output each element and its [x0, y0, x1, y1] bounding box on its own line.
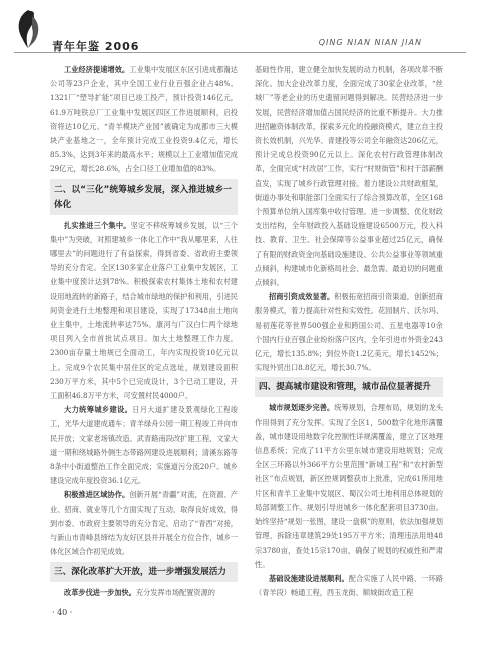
paragraph-text: 基础性作用，建立健全加快发展的动力机制，各项改革不断深化。加大企业改革力度，全面完成了30家企业改革，“丝城厂”等老企业的历史遗留问题得到解决。民营经济进一步发展，民营经济增加值占国民经济的比重不断提升。大力推进招融资体制改革，探索多元化的投融资模式，建立自主投资长效机制，兴光华、青建投等公司全年融资达206亿元，预计完成总投资90亿元以上。深化农村行政管理体制改革，全面完成“村改居”工作，实行“村财街管”和村干部薪酬直发，实现了城乡行政管理对接。着力建设公共财政框架，街道办事处和职能部门全面实行了综合预算改革，全区168个预算单位纳入国库集中收付管理。进一步调整、优化财政支出结构，全年财政投入基础设施建设6500万元，投入科技、教育、卫生、社会保障等公益事业超过25亿元，确保了有限的财政资金向基础设施建设、公共公益事业等领域重点倾斜，构建城市化新格局社会、最急需、最迫切的问题重点倾斜。: [255, 65, 443, 288]
paragraph-text: 充分发挥市场配置资源的: [135, 587, 215, 597]
header-right-text: QING NIAN NIAN JIAN: [318, 38, 422, 47]
paragraph-lead: 招商引资成效显著。: [269, 292, 335, 302]
page-number: · 40 ·: [52, 608, 73, 617]
paragraph: [255, 572, 443, 600]
paragraph-text: 创新开展“青疆”对流，在资源、产业、招商、就业等几个方面实现了互动，取得良好成效，得到市委、市政府主要领导的充分肯定。启动了“青西”对接，与新山市青峰县缔结为友好区县并开展全方位合作，城乡一体化区域合作初见成效。: [50, 490, 238, 557]
section-heading: 四、提高城市建设和管理，城市品位显著提升: [255, 377, 443, 397]
paragraph: [50, 488, 238, 559]
left-column: [50, 63, 238, 600]
section-heading: 二、以“三化”统筹城乡发展，深入推进城乡一体化: [50, 179, 238, 215]
paragraph-text: 坚定不移统筹城乡发展，以“三个集中”为突破，对照建城乡一体化工作中“我从哪里来，人往哪里去”的问题进行了有益探索，得到省委、省政府主要领导的充分肯定。全区130多家企业落户工业集中发展区，工业集中度预计达到78%。积极探索农村集体土地和农村建设用地流转的新路子，结合城市绿地的保护和利用，引进民间资金进行土地整理和项目建设，实现了17348亩土地向业主集中，土地流转率达75%。康河与广汉白仁两个绿地项目列入全市首批试点项目。加大土地整理工作力度，2300亩存量土地规已全面动工，年内实现投资10亿元以上。完成9个农民集中居住区的定点选址，规划建设面积230万平方米，其中5个已完成设计，3个已动工建设，开工面积46.8万平方米，可安置村民4000户。: [50, 220, 238, 401]
section-heading: 三、深化改革扩大开放，进一步增强发展活力: [50, 562, 238, 582]
paragraph-lead: 基础设施建设进展顺利。: [269, 573, 349, 583]
page-header: [0, 0, 480, 58]
paragraph: [50, 586, 238, 600]
paragraph-lead: 工业经济提速增效。: [64, 65, 130, 74]
paragraph: [50, 63, 238, 177]
paragraph-text: 统筹规划，合理布局，规划的龙头作用得到了充分发挥。实现了全区1，500数字化地形满覆盖，城市建设用地数字化控制性详规满覆盖，建立了区地理信息系统；完成了11平方公里东城市建设用地规划；完成全区三环路以外366平方公里范围“新城工程”和“农村新型社区”布点规划，新区控规调整获市上批准，完成61所用地片区和青羊工业集中发展区、蜀汉公司土地利用总体规划的局部调整工作。规划引导进城乡一体化配套项目3730亩。始终坚持“规划一张图，建设一盘棋”的原则，依法加强规划管理，拆除违章建筑29处195万平方米；清理违法用地48宗3780亩，查处15宗170亩，确保了规划的权威性和严肃性。: [255, 403, 443, 569]
paragraph-text: 积极拓宽招商引资渠道，创新招商服务模式，着力提高针对性和实效性。花园制片、沃尔玛、易初莲花等世界500强企业和跨国公司、五星电器等10余个国内行业百强企业纷纷落户区内，全年引进市外资金243亿元，增长135.8%；到位外资1.2亿美元，增长1452%；实现外贸出口8.8亿元，增长30.7%。: [255, 292, 443, 373]
paragraph-text: 日月大道扩建及景观绿化工程竣工，光华大道建成通车；青羊绿舟公园一期工程竣工并向市民开放；文家老场镇改造、武青路南段改扩建工程、文家大道一期和绕城路外侧生态带路网建设进展顺利；清溪东路等8条中小街道整治工作全面完成；实施道污分流20户。城乡建设完成年度投资36.1亿元。: [50, 405, 238, 486]
right-column: [255, 63, 443, 600]
paragraph-lead: 大力统筹城乡建设。: [64, 405, 133, 415]
paragraph: [255, 401, 443, 571]
paragraph: [50, 219, 238, 404]
paragraph-lead: 城市规划逐步完善。: [269, 403, 335, 413]
paragraph-text: 工业集中发展区东区引进成都瀚达公司等23户企业，其中全国工业行业百强企业占48%。1321厂“塑导扩能”项目已竣工投产，预计投资146亿元，61.9万吨铁总厂工业集中发展区四区工作进展顺利，启投资将达10亿元。“青羊模块产业园”被确定为成都市三大模块产业基地之一，全年预计完成工业投资9.4亿元，增长85.3%，达到3年来的最高水平；规模以上工业增加值完成29亿元，增长28.6%，占全口径工业增加值的83%。: [50, 65, 238, 174]
youth-logo-icon: [14, 8, 44, 50]
paragraph: [255, 290, 443, 375]
paragraph: [50, 403, 238, 488]
paragraph-lead: 改革步伐进一步加快。: [64, 587, 136, 597]
header-divider: [14, 52, 466, 53]
paragraph: [255, 63, 443, 290]
paragraph-lead: 扎实推进三个集中。: [64, 220, 131, 230]
paragraph-lead: 积极推进区域协作。: [64, 490, 130, 500]
header-title: 青年年鉴 2006: [52, 40, 140, 53]
paragraph-text: 配合实施了人民中路、一环路（青羊段）畅通工程，西玉龙街、顺城街改造工程: [255, 573, 443, 598]
